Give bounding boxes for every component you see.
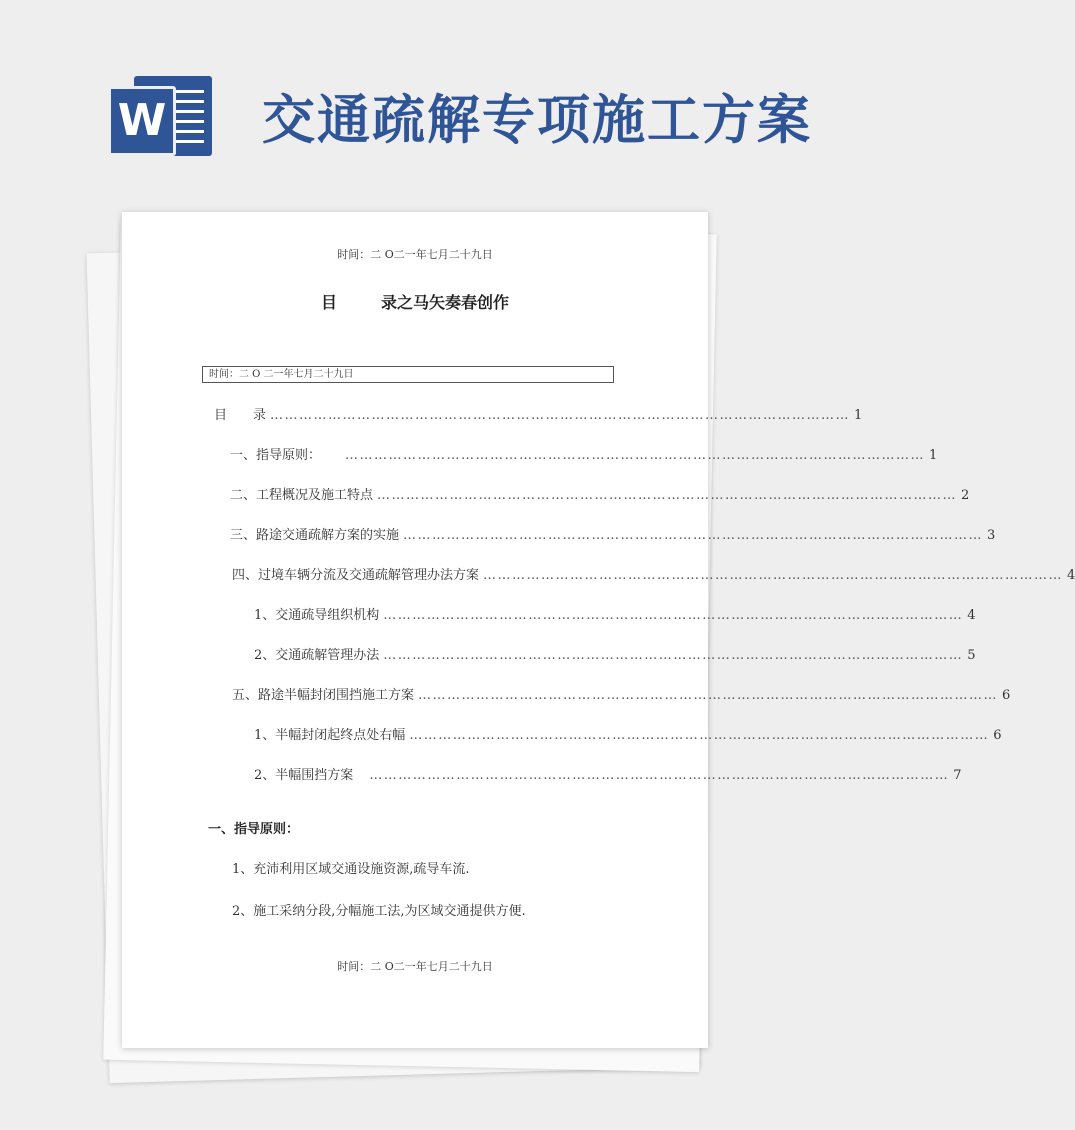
banner-title: 交通疏解专项施工方案 [262, 90, 812, 151]
toc-entry-page: 4 [967, 608, 976, 623]
toc-leader-dots: ………………………………………………………………………………………………………… [418, 688, 999, 703]
toc-title-part-2: 录之马矢奏春创作 [381, 293, 510, 312]
toc-entry-label: 2、交通疏解管理办法 [254, 648, 380, 663]
toc-entry-label: 1、交通疏导组织机构 [254, 608, 380, 623]
toc-entry-page: 4 [1067, 568, 1075, 583]
toc-entry-page: 5 [967, 648, 976, 663]
toc-entry-label: 一、指导原则： [230, 448, 322, 463]
toc-entry-page: 1 [929, 448, 938, 463]
toc-entry-label: 三、路途交通疏解方案的实施 [230, 528, 400, 543]
boxed-date: 时间：二 O 二一年七月二十九日 [202, 366, 614, 383]
toc-leader-dots: ………………………………………………………………………………………………………… [403, 528, 984, 543]
document-page [122, 212, 1075, 1048]
toc-title-part-1: 目 [320, 293, 337, 312]
toc-leader-dots: ………………………………………………………………………………………………………… [483, 568, 1064, 583]
toc-entry-page: 3 [987, 528, 996, 543]
toc-title [122, 290, 708, 313]
header-date: 时间：二 O二一年七月二十九日 [337, 248, 493, 261]
toc-entry-page: 2 [961, 488, 970, 503]
footer-date: 时间：二 O二一年七月二十九日 [337, 960, 493, 973]
toc-entry[interactable] [254, 764, 962, 783]
body-paragraph: 2、施工采纳分段,分幅施工法,为区域交通提供方便. [232, 904, 526, 919]
body-paragraph: 1、充沛利用区域交通设施资源,疏导车流. [232, 862, 470, 877]
toc-entry[interactable] [230, 484, 970, 503]
toc-leader-dots: ………………………………………………………………………………………………………… [377, 488, 958, 503]
toc-entry-label: 目 录 [214, 408, 267, 423]
toc-entry-page: 6 [1002, 688, 1011, 703]
toc-leader-dots: ………………………………………………………………………………………………………… [345, 448, 926, 463]
word-badge-icon: W [108, 86, 176, 156]
toc-entry[interactable] [232, 564, 1075, 583]
section-heading: 一、指导原则： [208, 822, 300, 837]
banner [0, 0, 812, 200]
toc-leader-dots: ………………………………………………………………………………………………………… [383, 608, 964, 623]
toc-entry-page: 7 [953, 768, 962, 783]
word-document-icon [108, 70, 218, 160]
toc-leader-dots: ………………………………………………………………………………………………………… [369, 768, 950, 783]
toc-entry-label: 四、过境车辆分流及交通疏解管理办法方案 [232, 568, 480, 583]
toc-leader-dots: ………………………………………………………………………………………………………… [270, 408, 851, 423]
toc-entry[interactable] [254, 644, 976, 663]
toc-entry-page: 6 [993, 728, 1002, 743]
toc-entry-page: 1 [854, 408, 863, 423]
toc-entry[interactable] [230, 444, 938, 463]
toc-entry-label: 二、工程概况及施工特点 [230, 488, 374, 503]
toc-entry-label: 五、路途半幅封闭围挡施工方案 [232, 688, 415, 703]
toc-leader-dots: ………………………………………………………………………………………………………… [409, 728, 990, 743]
toc-entry[interactable] [230, 524, 996, 543]
toc-entry[interactable] [214, 404, 863, 423]
toc-entry-label: 2、半幅围挡方案 [254, 768, 354, 783]
toc-entry[interactable] [254, 724, 1002, 743]
toc-entry[interactable] [254, 604, 976, 623]
toc-leader-dots: ………………………………………………………………………………………………………… [383, 648, 964, 663]
toc-entry[interactable] [232, 684, 1011, 703]
toc-entry-label: 1、半幅封闭起终点处右幅 [254, 728, 406, 743]
